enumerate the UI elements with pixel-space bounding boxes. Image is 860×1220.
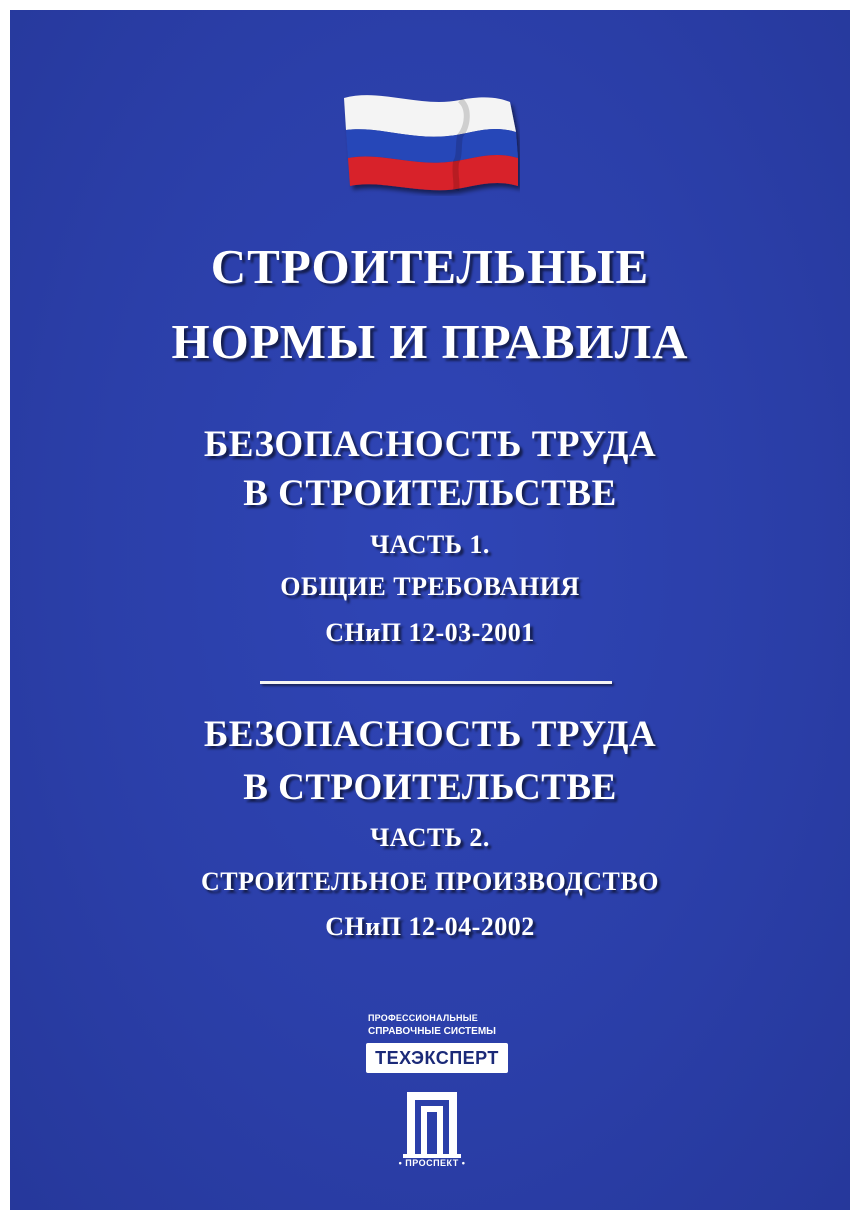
part2-subtitle: СТРОИТЕЛЬНОЕ ПРОИЗВОДСТВО bbox=[201, 867, 659, 896]
part2-number: ЧАСТЬ 2. bbox=[370, 823, 490, 852]
techexpert-logo: ТЕХЭКСПЕРТ bbox=[366, 1043, 508, 1073]
part2-code: СНиП 12-04-2002 bbox=[325, 912, 535, 941]
russian-flag-icon bbox=[340, 86, 520, 196]
publisher-name: • ПРОСПЕКТ • bbox=[398, 1158, 466, 1168]
part1-heading-line-1: БЕЗОПАСНОСТЬ ТРУДА bbox=[203, 424, 657, 465]
title-line-2: НОРМЫ И ПРАВИЛА bbox=[171, 314, 689, 369]
part2-heading-line-1: БЕЗОПАСНОСТЬ ТРУДА bbox=[203, 714, 657, 755]
techexpert-tagline-1: ПРОФЕССИОНАЛЬНЫЕ bbox=[368, 1013, 478, 1023]
title-line-1: СТРОИТЕЛЬНЫЕ bbox=[210, 239, 650, 294]
book-cover bbox=[10, 10, 850, 1210]
techexpert-tagline-2: СПРАВОЧНЫЕ СИСТЕМЫ bbox=[368, 1026, 496, 1037]
part1-code: СНиП 12-03-2001 bbox=[325, 618, 535, 647]
part1-heading-line-2: В СТРОИТЕЛЬСТВЕ bbox=[243, 473, 617, 514]
part2-heading-line-2: В СТРОИТЕЛЬСТВЕ bbox=[243, 767, 617, 808]
part1-number: ЧАСТЬ 1. bbox=[370, 530, 490, 559]
divider bbox=[260, 681, 612, 684]
part1-subtitle: ОБЩИЕ ТРЕБОВАНИЯ bbox=[280, 572, 580, 601]
